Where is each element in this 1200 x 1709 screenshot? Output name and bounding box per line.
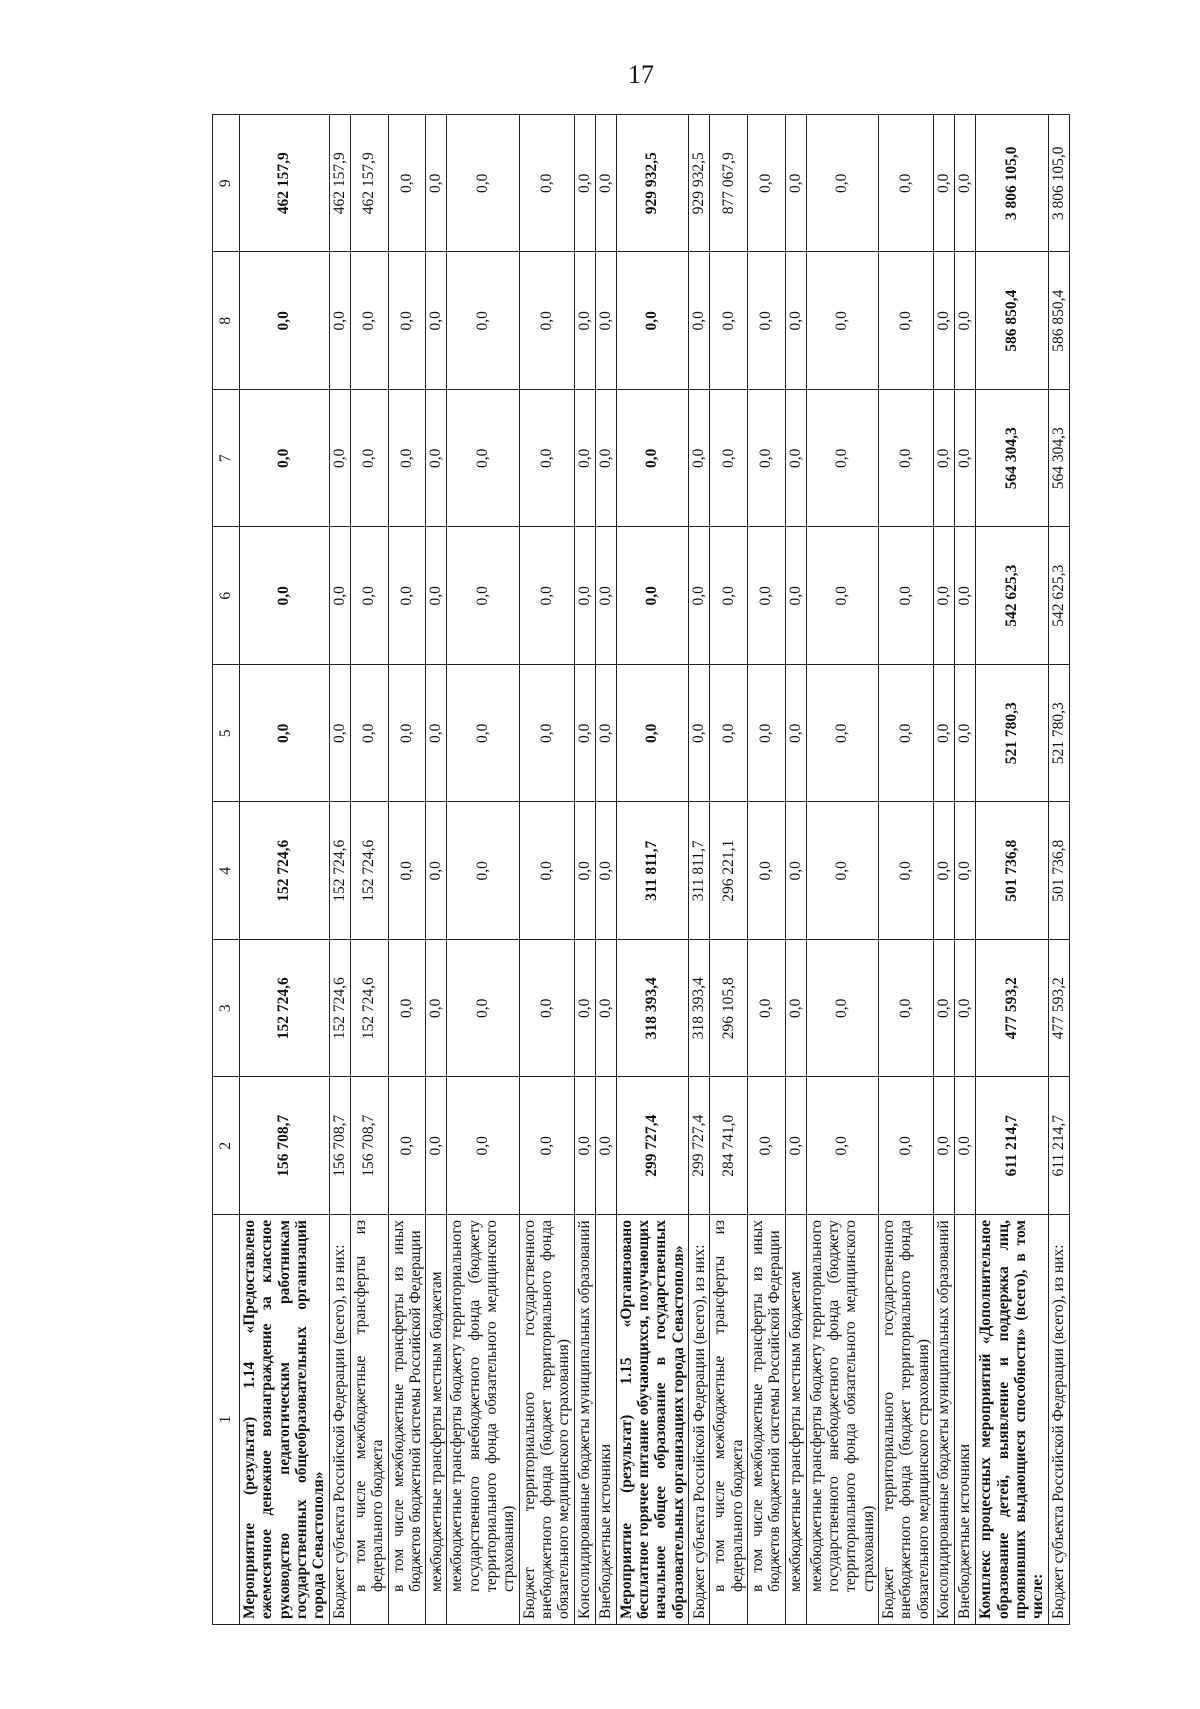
row-label: Внебюджетные источники xyxy=(595,1215,616,1625)
cell-value: 929 932,5 xyxy=(689,115,710,253)
cell-value: 0,0 xyxy=(955,1077,976,1215)
cell-value: 0,0 xyxy=(710,390,748,528)
cell-value: 462 157,9 xyxy=(350,115,388,253)
cell-value: 0,0 xyxy=(747,390,785,528)
table-row xyxy=(710,115,748,1625)
cell-value: 0,0 xyxy=(595,940,616,1078)
row-label: Внебюджетные источники xyxy=(955,1215,976,1625)
cell-value: 462 157,9 xyxy=(240,115,330,253)
cell-value: 0,0 xyxy=(955,252,976,390)
cell-value: 0,0 xyxy=(388,390,426,528)
cell-value: 0,0 xyxy=(388,527,426,665)
cell-value: 0,0 xyxy=(934,940,955,1078)
cell-value: 0,0 xyxy=(447,665,519,803)
cell-value: 0,0 xyxy=(426,527,447,665)
table-row xyxy=(519,115,574,1625)
col-header: 7 xyxy=(213,390,240,528)
cell-value: 0,0 xyxy=(955,527,976,665)
cell-value: 0,0 xyxy=(879,252,934,390)
cell-value: 0,0 xyxy=(426,252,447,390)
table-row xyxy=(934,115,955,1625)
cell-value: 477 593,2 xyxy=(1048,940,1069,1078)
table-row xyxy=(689,115,710,1625)
cell-value: 611 214,7 xyxy=(976,1077,1048,1215)
cell-value: 877 067,9 xyxy=(710,115,748,253)
cell-value: 0,0 xyxy=(934,390,955,528)
cell-value: 0,0 xyxy=(447,527,519,665)
row-label: Бюджет территориального государственного внебюджетного фонда (бюджет территориального фонда обязательного медицинского страхования) xyxy=(519,1215,574,1625)
cell-value: 0,0 xyxy=(595,665,616,803)
cell-value: 0,0 xyxy=(329,252,350,390)
table-row xyxy=(595,115,616,1625)
row-label: межбюджетные трансферты бюджету территориального государственного внебюджетного фонда (бюджету территориального фонда обязательного медицинского страхования) xyxy=(806,1215,878,1625)
cell-value: 542 625,3 xyxy=(976,527,1048,665)
cell-value: 0,0 xyxy=(519,252,574,390)
cell-value: 0,0 xyxy=(447,802,519,940)
table-row xyxy=(1048,115,1069,1625)
cell-value: 0,0 xyxy=(710,252,748,390)
row-label: Консолидированные бюджеты муниципальных образований xyxy=(574,1215,595,1625)
cell-value: 0,0 xyxy=(447,940,519,1078)
cell-value: 299 727,4 xyxy=(616,1077,688,1215)
cell-value: 0,0 xyxy=(595,115,616,253)
cell-value: 152 724,6 xyxy=(329,802,350,940)
cell-value: 299 727,4 xyxy=(689,1077,710,1215)
cell-value: 0,0 xyxy=(806,115,878,253)
cell-value: 318 393,4 xyxy=(689,940,710,1078)
cell-value: 0,0 xyxy=(806,665,878,803)
cell-value: 0,0 xyxy=(240,527,330,665)
row-label: Бюджет территориального государственного внебюджетного фонда (бюджет территориального фонда обязательного медицинского страхования) xyxy=(879,1215,934,1625)
cell-value: 0,0 xyxy=(785,252,806,390)
col-header: 1 xyxy=(213,1215,240,1625)
row-label: в том числе межбюджетные трансферты из федерального бюджета xyxy=(710,1215,748,1625)
cell-value: 0,0 xyxy=(934,665,955,803)
cell-value: 0,0 xyxy=(329,665,350,803)
cell-value: 0,0 xyxy=(934,1077,955,1215)
cell-value: 0,0 xyxy=(955,940,976,1078)
cell-value: 0,0 xyxy=(879,115,934,253)
cell-value: 152 724,6 xyxy=(350,802,388,940)
table-row xyxy=(955,115,976,1625)
cell-value: 0,0 xyxy=(519,390,574,528)
cell-value: 0,0 xyxy=(785,802,806,940)
cell-value: 0,0 xyxy=(350,252,388,390)
cell-value: 0,0 xyxy=(747,252,785,390)
table-row xyxy=(329,115,350,1625)
cell-value: 0,0 xyxy=(350,665,388,803)
cell-value: 0,0 xyxy=(426,390,447,528)
cell-value: 0,0 xyxy=(955,802,976,940)
cell-value: 0,0 xyxy=(806,1077,878,1215)
cell-value: 0,0 xyxy=(879,940,934,1078)
cell-value: 0,0 xyxy=(806,802,878,940)
cell-value: 586 850,4 xyxy=(1048,252,1069,390)
cell-value: 0,0 xyxy=(785,1077,806,1215)
row-label: Бюджет субъекта Российской Федерации (всего), из них: xyxy=(1048,1215,1069,1625)
cell-value: 0,0 xyxy=(710,527,748,665)
cell-value: 0,0 xyxy=(747,940,785,1078)
cell-value: 0,0 xyxy=(689,390,710,528)
cell-value: 0,0 xyxy=(350,390,388,528)
cell-value: 0,0 xyxy=(519,940,574,1078)
cell-value: 0,0 xyxy=(574,252,595,390)
cell-value: 0,0 xyxy=(240,390,330,528)
row-label: Бюджет субъекта Российской Федерации (всего), из них: xyxy=(329,1215,350,1625)
table-row xyxy=(806,115,878,1625)
cell-value: 296 105,8 xyxy=(710,940,748,1078)
cell-value: 0,0 xyxy=(574,940,595,1078)
cell-value: 564 304,3 xyxy=(976,390,1048,528)
cell-value: 0,0 xyxy=(447,115,519,253)
cell-value: 0,0 xyxy=(785,665,806,803)
cell-value: 0,0 xyxy=(616,390,688,528)
table-row xyxy=(240,115,330,1625)
cell-value: 3 806 105,0 xyxy=(976,115,1048,253)
cell-value: 0,0 xyxy=(519,802,574,940)
cell-value: 0,0 xyxy=(955,390,976,528)
cell-value: 611 214,7 xyxy=(1048,1077,1069,1215)
cell-value: 284 741,0 xyxy=(710,1077,748,1215)
cell-value: 0,0 xyxy=(426,1077,447,1215)
cell-value: 0,0 xyxy=(519,527,574,665)
cell-value: 0,0 xyxy=(595,252,616,390)
table-row xyxy=(574,115,595,1625)
row-label: в том числе межбюджетные трансферты из иных бюджетов бюджетной системы Российской Федерации xyxy=(747,1215,785,1625)
cell-value: 152 724,6 xyxy=(329,940,350,1078)
cell-value: 0,0 xyxy=(806,940,878,1078)
cell-value: 3 806 105,0 xyxy=(1048,115,1069,253)
cell-value: 0,0 xyxy=(879,802,934,940)
row-label: межбюджетные трансферты бюджету территориального государственного внебюджетного фонда (бюджету территориального фонда обязательного медицинского страхования) xyxy=(447,1215,519,1625)
table-row xyxy=(616,115,688,1625)
cell-value: 0,0 xyxy=(806,252,878,390)
cell-value: 0,0 xyxy=(447,390,519,528)
cell-value: 0,0 xyxy=(955,115,976,253)
cell-value: 0,0 xyxy=(689,252,710,390)
cell-value: 0,0 xyxy=(595,802,616,940)
rotated-table-container xyxy=(212,115,1148,1625)
cell-value: 521 780,3 xyxy=(1048,665,1069,803)
cell-value: 0,0 xyxy=(806,390,878,528)
cell-value: 477 593,2 xyxy=(976,940,1048,1078)
row-label: межбюджетные трансферты местным бюджетам xyxy=(426,1215,447,1625)
cell-value: 152 724,6 xyxy=(240,940,330,1078)
cell-value: 0,0 xyxy=(806,527,878,665)
col-header: 4 xyxy=(213,802,240,940)
table-row xyxy=(426,115,447,1625)
cell-value: 0,0 xyxy=(574,802,595,940)
cell-value: 0,0 xyxy=(426,940,447,1078)
cell-value: 0,0 xyxy=(426,802,447,940)
row-label: Бюджет субъекта Российской Федерации (всего), из них: xyxy=(689,1215,710,1625)
cell-value: 0,0 xyxy=(388,252,426,390)
table-row xyxy=(350,115,388,1625)
table-row xyxy=(976,115,1048,1625)
cell-value: 0,0 xyxy=(240,252,330,390)
cell-value: 0,0 xyxy=(329,527,350,665)
col-header: 5 xyxy=(213,665,240,803)
table-row xyxy=(747,115,785,1625)
cell-value: 929 932,5 xyxy=(616,115,688,253)
col-header: 3 xyxy=(213,940,240,1078)
row-label: межбюджетные трансферты местным бюджетам xyxy=(785,1215,806,1625)
cell-value: 0,0 xyxy=(747,802,785,940)
cell-value: 0,0 xyxy=(879,390,934,528)
cell-value: 156 708,7 xyxy=(329,1077,350,1215)
cell-value: 462 157,9 xyxy=(329,115,350,253)
cell-value: 0,0 xyxy=(426,115,447,253)
cell-value: 0,0 xyxy=(574,527,595,665)
cell-value: 0,0 xyxy=(595,1077,616,1215)
cell-value: 152 724,6 xyxy=(240,802,330,940)
cell-value: 0,0 xyxy=(785,115,806,253)
cell-value: 0,0 xyxy=(447,252,519,390)
cell-value: 521 780,3 xyxy=(976,665,1048,803)
cell-value: 0,0 xyxy=(710,665,748,803)
cell-value: 0,0 xyxy=(747,665,785,803)
cell-value: 0,0 xyxy=(329,390,350,528)
cell-value: 0,0 xyxy=(747,1077,785,1215)
cell-value: 501 736,8 xyxy=(976,802,1048,940)
row-label: Консолидированные бюджеты муниципальных образований xyxy=(934,1215,955,1625)
table-body xyxy=(240,115,1070,1625)
cell-value: 0,0 xyxy=(747,527,785,665)
cell-value: 0,0 xyxy=(785,527,806,665)
col-header: 9 xyxy=(213,115,240,253)
page-number: 17 xyxy=(628,60,654,89)
cell-value: 0,0 xyxy=(574,665,595,803)
cell-value: 0,0 xyxy=(689,665,710,803)
cell-value: 0,0 xyxy=(388,665,426,803)
cell-value: 0,0 xyxy=(879,527,934,665)
cell-value: 318 393,4 xyxy=(616,940,688,1078)
cell-value: 0,0 xyxy=(785,940,806,1078)
cell-value: 0,0 xyxy=(574,115,595,253)
cell-value: 156 708,7 xyxy=(350,1077,388,1215)
cell-value: 586 850,4 xyxy=(976,252,1048,390)
cell-value: 0,0 xyxy=(616,527,688,665)
header-row xyxy=(213,115,240,1625)
row-label: Комплекс процессных мероприятий «Дополнительное образование детей, выявление и поддержка лиц, проявивших выдающиеся способности» (всего), в том числе: xyxy=(976,1215,1048,1625)
table-row xyxy=(785,115,806,1625)
cell-value: 0,0 xyxy=(574,1077,595,1215)
cell-value: 564 304,3 xyxy=(1048,390,1069,528)
row-label: Мероприятие (результат) 1.15 «Организовано бесплатное горячее питание обучающихся, получающих начальное общее образование в государственных образовательных организациях города Севастополя» xyxy=(616,1215,688,1625)
cell-value: 0,0 xyxy=(934,527,955,665)
row-label: Мероприятие (результат) 1.14 «Предоставлено ежемесячное денежное вознаграждение за классное руководство педагогическим работникам государственных общеобразовательных организаций города Севастополя» xyxy=(240,1215,330,1625)
cell-value: 0,0 xyxy=(747,115,785,253)
cell-value: 0,0 xyxy=(934,252,955,390)
cell-value: 0,0 xyxy=(350,527,388,665)
cell-value: 0,0 xyxy=(388,940,426,1078)
row-label: в том числе межбюджетные трансферты из иных бюджетов бюджетной системы Российской Федерации xyxy=(388,1215,426,1625)
cell-value: 0,0 xyxy=(879,1077,934,1215)
cell-value: 0,0 xyxy=(447,1077,519,1215)
col-header: 6 xyxy=(213,527,240,665)
cell-value: 0,0 xyxy=(240,665,330,803)
cell-value: 0,0 xyxy=(519,115,574,253)
table-row xyxy=(388,115,426,1625)
cell-value: 0,0 xyxy=(785,390,806,528)
cell-value: 0,0 xyxy=(955,665,976,803)
cell-value: 0,0 xyxy=(934,802,955,940)
cell-value: 156 708,7 xyxy=(240,1077,330,1215)
cell-value: 296 221,1 xyxy=(710,802,748,940)
cell-value: 0,0 xyxy=(595,527,616,665)
cell-value: 0,0 xyxy=(934,115,955,253)
col-header: 2 xyxy=(213,1077,240,1215)
cell-value: 0,0 xyxy=(388,802,426,940)
budget-table xyxy=(212,114,1070,1625)
col-header: 8 xyxy=(213,252,240,390)
cell-value: 311 811,7 xyxy=(689,802,710,940)
cell-value: 0,0 xyxy=(879,665,934,803)
cell-value: 0,0 xyxy=(689,527,710,665)
row-label: в том числе межбюджетные трансферты из федерального бюджета xyxy=(350,1215,388,1625)
cell-value: 0,0 xyxy=(388,1077,426,1215)
cell-value: 0,0 xyxy=(616,252,688,390)
cell-value: 501 736,8 xyxy=(1048,802,1069,940)
table-row xyxy=(447,115,519,1625)
cell-value: 0,0 xyxy=(616,665,688,803)
cell-value: 0,0 xyxy=(388,115,426,253)
cell-value: 0,0 xyxy=(519,1077,574,1215)
cell-value: 0,0 xyxy=(574,390,595,528)
cell-value: 542 625,3 xyxy=(1048,527,1069,665)
cell-value: 0,0 xyxy=(595,390,616,528)
table-row xyxy=(879,115,934,1625)
cell-value: 152 724,6 xyxy=(350,940,388,1078)
cell-value: 311 811,7 xyxy=(616,802,688,940)
cell-value: 0,0 xyxy=(519,665,574,803)
cell-value: 0,0 xyxy=(426,665,447,803)
